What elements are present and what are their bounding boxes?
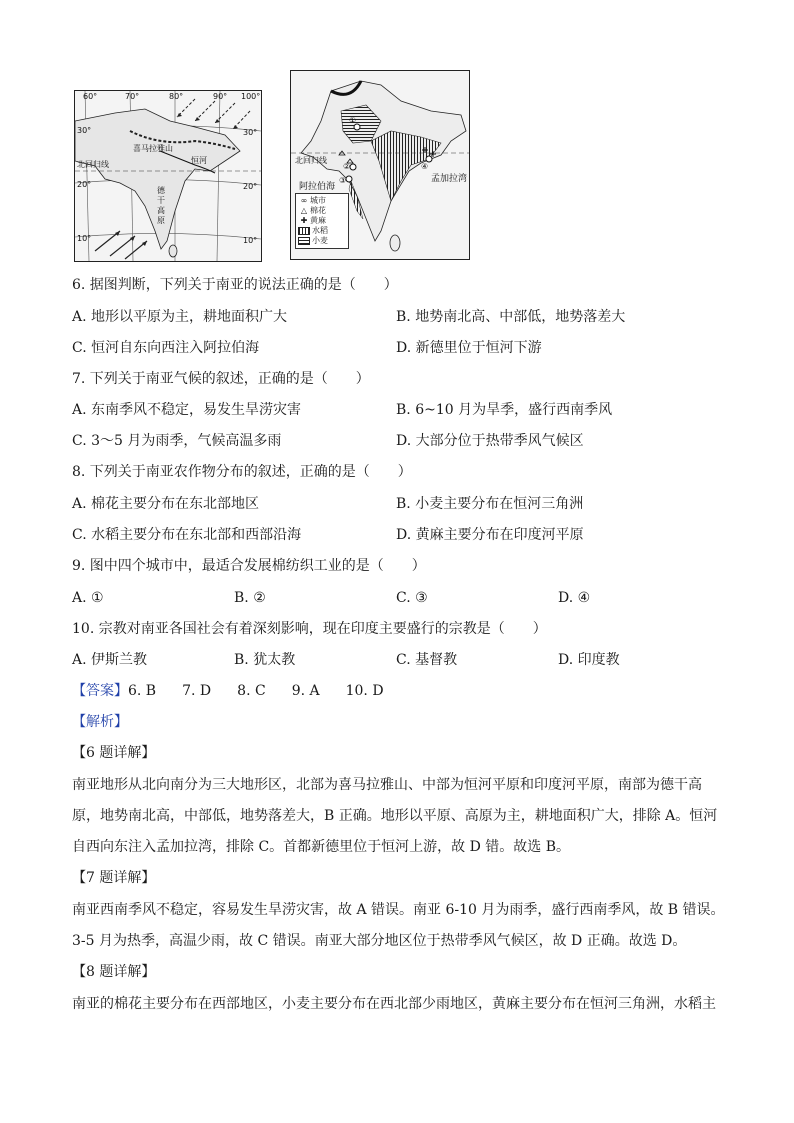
city-marker-4: ④ <box>421 162 429 171</box>
cotton-icon: △ <box>300 206 308 215</box>
deccan-label: 德 <box>157 186 165 195</box>
lat-label: 10° <box>77 234 92 243</box>
south-asia-agriculture-map <box>290 70 470 260</box>
question-stem: 7. 下列关于南亚气候的叙述，正确的是（ ） <box>72 371 370 387</box>
rice-swatch <box>298 227 310 235</box>
detail-line: 原，地势南北高，中部低，地势落差大，B 正确。地形以平原、高原为主，耕地面积广大，排除 A。恒河 <box>72 808 718 824</box>
legend-row-wheat <box>298 236 346 246</box>
question-stem: 9. 图中四个城市中，最适合发展棉纺织工业的是（ ） <box>72 558 426 574</box>
option-d[interactable]: D. 新德里位于恒河下游 <box>396 340 542 356</box>
detail-heading: 【6 题详解】 <box>72 745 156 761</box>
option-b[interactable]: B. ② <box>234 590 266 606</box>
option-d[interactable]: D. 大部分位于热带季风气候区 <box>396 433 584 449</box>
detail-line: 自西向东注入孟加拉湾，排除 C。首都新德里位于恒河上游，故 D 错。故选 B。 <box>72 839 571 855</box>
ganges-label: 恒河 <box>191 156 207 165</box>
deccan-label: 原 <box>157 216 165 225</box>
deccan-label: 高 <box>157 206 165 215</box>
detail-line: 南亚地形从北向南分为三大地形区，北部为喜马拉雅山、中部为恒河平原和印度河平原，南部为德干高 <box>72 777 702 793</box>
option-b[interactable]: B. 犹太教 <box>234 652 296 668</box>
detail-heading: 【7 题详解】 <box>72 870 156 886</box>
city-marker-1: ① <box>349 116 357 125</box>
option-d[interactable]: D. 印度教 <box>558 652 620 668</box>
answer-item: 6. B <box>128 683 157 699</box>
jute-icon: ✚ <box>300 216 308 225</box>
option-c[interactable]: C. 3～5 月为雨季，气候高温多雨 <box>72 433 282 449</box>
terrain-map-graphic <box>75 91 261 261</box>
legend-row-rice <box>298 226 346 236</box>
legend-row-city <box>298 196 346 206</box>
city-marker-3: ③ <box>339 176 347 185</box>
option-d[interactable]: D. 黄麻主要分布在印度河平原 <box>396 527 584 543</box>
detail-body <box>72 895 725 957</box>
lon-label: 70° <box>125 92 140 101</box>
option-a[interactable]: A. 伊斯兰教 <box>72 652 148 668</box>
answer-line <box>72 682 384 700</box>
lat-label: 10° <box>243 236 258 245</box>
option-b[interactable]: B. 地势南北高、中部低，地势落差大 <box>396 309 626 325</box>
option-c[interactable]: C. ③ <box>396 590 428 606</box>
legend-label: 小麦 <box>312 236 328 245</box>
himalaya-label: 喜马拉雅山 <box>133 144 173 153</box>
map-legend <box>295 193 349 249</box>
option-a[interactable]: A. ① <box>72 590 104 606</box>
wheat-swatch <box>298 237 310 245</box>
option-c[interactable]: C. 恒河自东向西注入阿拉伯海 <box>72 340 260 356</box>
answer-item: 9. A <box>291 683 320 699</box>
answer-item: 7. D <box>182 683 212 699</box>
legend-row-jute <box>298 216 346 226</box>
analysis-heading: 【解析】 <box>72 714 128 730</box>
option-c[interactable]: C. 水稻主要分布在东北部和西部沿海 <box>72 527 302 543</box>
detail-heading: 【8 题详解】 <box>72 964 156 980</box>
tropic-label: 北回归线 <box>295 156 327 165</box>
deccan-label: 干 <box>157 196 165 205</box>
south-asia-terrain-map <box>74 90 262 262</box>
legend-label: 黄麻 <box>310 216 326 225</box>
option-a[interactable]: A. 棉花主要分布在东北部地区 <box>72 496 260 512</box>
option-a[interactable]: A. 东南季风不稳定，易发生旱涝灾害 <box>72 402 302 418</box>
lon-label: 60° <box>83 92 98 101</box>
legend-label: 棉花 <box>310 206 326 215</box>
lat-label: 20° <box>243 182 258 191</box>
city-icon: ∞ <box>300 196 308 205</box>
detail-body <box>72 989 722 1020</box>
legend-label: 城市 <box>310 196 326 205</box>
bay-of-bengal-label: 孟加拉湾 <box>431 174 468 184</box>
lon-label: 100° <box>241 92 261 101</box>
lat-label: 30° <box>77 126 92 135</box>
lon-label: 90° <box>213 92 228 101</box>
question-stem: 8. 下列关于南亚农作物分布的叙述，正确的是（ ） <box>72 464 412 480</box>
answer-item: 8. C <box>237 683 266 699</box>
answer-item: 10. D <box>345 683 384 699</box>
arabian-sea-label: 阿拉伯海 <box>299 182 336 192</box>
option-b[interactable]: B. 6~10 月为旱季，盛行西南季风 <box>396 402 613 418</box>
answer-tag: 【答案】 <box>72 683 128 699</box>
tropic-label: 北回归线 <box>77 160 109 169</box>
option-d[interactable]: D. ④ <box>558 590 591 606</box>
detail-line: 3-5 月为热季，高温少雨，故 C 错误。南亚大部分地区位于热带季风气候区，故 D 正确。故选 D。 <box>72 933 687 949</box>
city-marker-2: ② <box>343 162 351 171</box>
legend-label: 水稻 <box>312 226 328 235</box>
lon-label: 80° <box>169 92 184 101</box>
option-a[interactable]: A. 地形以平原为主，耕地面积广大 <box>72 309 288 325</box>
question-stem: 6. 据图判断，下列关于南亚的说法正确的是（ ） <box>72 277 398 293</box>
lat-label: 20° <box>77 180 92 189</box>
option-b[interactable]: B. 小麦主要分布在恒河三角洲 <box>396 496 584 512</box>
detail-line: 南亚的棉花主要分布在西部地区，小麦主要分布在西北部少雨地区，黄麻主要分布在恒河三角洲，水稻主 <box>72 996 716 1012</box>
detail-line: 南亚西南季风不稳定，容易发生旱涝灾害，故 A 错误。南亚 6-10 月为雨季，盛行西南季风，故 B 错误。 <box>72 902 725 918</box>
lat-label: 30° <box>243 128 258 137</box>
question-stem: 10. 宗教对南亚各国社会有着深刻影响，现在印度主要盛行的宗教是（ ） <box>72 621 547 637</box>
detail-body <box>72 770 722 863</box>
legend-row-cotton <box>298 206 346 216</box>
option-c[interactable]: C. 基督教 <box>396 652 458 668</box>
